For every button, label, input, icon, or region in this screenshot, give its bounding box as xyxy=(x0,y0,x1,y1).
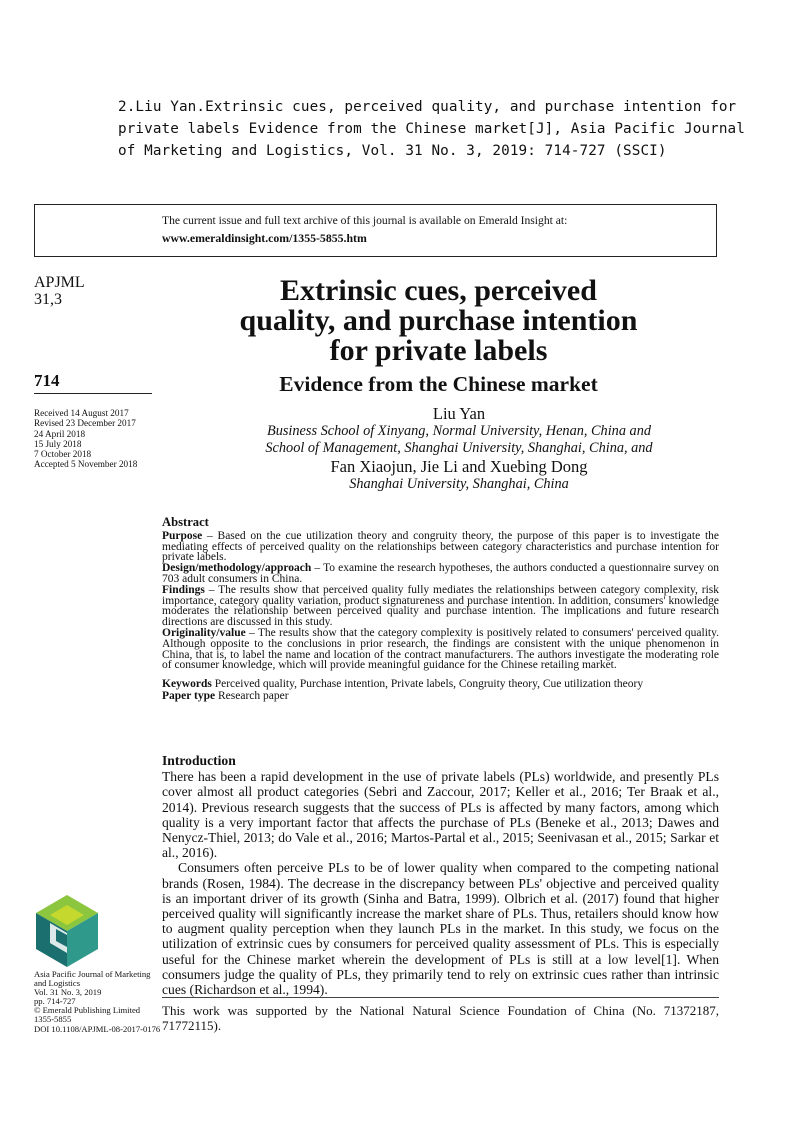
pubinfo-line: Vol. 31 No. 3, 2019 xyxy=(34,987,102,998)
date-line: Received 14 August 2017 xyxy=(34,408,129,418)
author-block xyxy=(160,404,758,493)
title-line: Extrinsic cues, perceived xyxy=(280,274,597,307)
pubinfo-line: DOI 10.1108/APJML-08-2017-0176 xyxy=(34,1023,161,1034)
title-line: quality, and purchase intention xyxy=(239,304,638,337)
keywords xyxy=(162,677,719,691)
pubinfo-line: pp. 714-727 xyxy=(34,996,76,1007)
affiliation-line: Shanghai University, Shanghai, China xyxy=(349,476,569,492)
findings-text: – The results show that perceived quality fully mediates the relationships between category complexity, risk importance, category quality variation, product signatureness and purchase intention. In addition, consumers' knowledge moderates the relationship between perceived quality and purchase intention. The implications and future research directions are discussed in this study. xyxy=(162,583,719,629)
title-line: for private labels xyxy=(329,334,548,367)
design-text: – To examine the research hypotheses, the authors conducted a questionnaire survey on 703 adult consumers in China. xyxy=(162,562,719,585)
journal-url-link[interactable]: www.emeraldinsight.com/1355-5855.htm xyxy=(162,231,367,245)
date-line: 15 July 2018 xyxy=(34,438,82,449)
intro-paragraph: Consumers often perceive PLs to be of lower quality when compared to the competing national brands (Rosen, 1984). The decrease in the discrepancy between PLs' objective and perceived quality is an important driver of its growth (Sinha and Batra, 1999). Olbrich et al. (2017) found that higher perceived quality will significantly increase the market share of PLs. Thus, retailers should know how to augment quality perception when they launch PLs in the market. In this study, we focus on the utilization of extrinsic cues by consumers for perceived quality assessment of PLs. This is especially useful for the Chinese market wherein the development of PLs is still at a low level[1]. When consumers judge the quality of PLs, they primarily tend to rely on extrinsic cues rather than intrinsic cues (Richardson et al., 1994). xyxy=(162,860,719,998)
abstract-originality xyxy=(162,628,719,671)
introduction-heading: Introduction xyxy=(162,753,236,768)
purpose-text: – Based on the cue utilization theory and congruity theory, the purpose of this paper is to investigate the mediating effects of perceived quality on the relationships between category characteristics and purchase intention for private labels. xyxy=(162,529,719,564)
citation-line: private labels Evidence from the Chinese market[J], Asia Pacific Journal xyxy=(118,121,745,137)
citation-line: 2.Liu Yan.Extrinsic cues, perceived quality, and purchase intention for xyxy=(118,99,737,115)
paper-type-label: Paper type xyxy=(162,690,216,703)
page-number: 714 xyxy=(34,371,60,390)
pubinfo-line: Asia Pacific Journal of Marketing xyxy=(34,969,151,979)
abstract-purpose xyxy=(162,531,719,563)
footnote-divider xyxy=(162,997,719,998)
pubinfo-line: 1355-5855 xyxy=(34,1014,72,1025)
paper-type xyxy=(162,691,719,702)
affiliation-line: Business School of Xinyang, Normal University, Henan, China and xyxy=(266,423,651,439)
pubinfo-line: © Emerald Publishing Limited xyxy=(34,1005,141,1016)
journal-volume: 31,3 xyxy=(34,291,62,308)
pubinfo-line: and Logistics xyxy=(34,978,81,989)
journal-notice-box xyxy=(34,204,717,257)
date-line: Revised 23 December 2017 xyxy=(34,418,136,429)
journal-abbrev xyxy=(34,274,85,308)
received-dates xyxy=(34,408,137,470)
article-title xyxy=(160,276,717,366)
affiliation-line: School of Management, Shanghai University, Shanghai, China, and xyxy=(265,440,653,456)
notice-text: The current issue and full text archive of this journal is available on Emerald Insight at: xyxy=(162,214,568,227)
author-names: Fan Xiaojun, Jie Li and Xuebing Dong xyxy=(330,457,588,476)
purpose-label: Purpose xyxy=(162,529,203,542)
sidebar-divider xyxy=(34,393,152,394)
originality-text: – The results show that the category complexity is positively related to consumers' perceived quality. Although opposite to the conclusions in prior research, the findings are consistent with the unique phenomenon in China, that is, to label the name and location of the contract manufacturers. The authors investigate the moderating role of consumer knowledge, which will provide meaningful guidance for the Chinese retailing market. xyxy=(162,626,719,672)
funding-footnote: This work was supported by the National Natural Science Foundation of China (No. 71372187, 71772115). xyxy=(162,1003,719,1033)
introduction-section xyxy=(162,753,719,997)
keywords-text: Perceived quality, Purchase intention, Private labels, Congruity theory, Cue utilization theory xyxy=(211,678,644,691)
date-line: 24 April 2018 xyxy=(34,428,86,439)
findings-label: Findings xyxy=(162,583,205,596)
citation-line: of Marketing and Logistics, Vol. 31 No. 3, 2019: 714-727 (SSCI) xyxy=(118,143,667,159)
article-subtitle: Evidence from the Chinese market xyxy=(279,372,598,396)
design-label: Design/methodology/approach xyxy=(162,562,312,575)
keywords-label: Keywords xyxy=(162,678,212,691)
paper-type-text: Research paper xyxy=(215,690,289,703)
abstract-findings xyxy=(162,585,719,628)
abstract-design xyxy=(162,563,719,585)
intro-paragraph: There has been a rapid development in the use of private labels (PLs) worldwide, and presently PLs cover almost all product categories (Sebri and Zaccour, 2017; Keller et al., 2016; Ter Braak et al., 2014). Previous research suggests that the success of PLs is affected by many factors, among which quality is a very important factor that affects the purchase of PLs (Beneke et al., 2013; Dawes and Nenycz-Thiel, 2013; do Vale et al., 2016; Martos-Partal et al., 2015; Seenivasan et al., 2015; Sarkar et al., 2016). xyxy=(162,769,719,861)
originality-label: Originality/value xyxy=(162,626,246,639)
author-name: Liu Yan xyxy=(432,404,486,423)
citation-block xyxy=(118,96,745,162)
date-line: Accepted 5 November 2018 xyxy=(34,459,138,470)
abstract-section xyxy=(162,517,719,702)
abstract-heading: Abstract xyxy=(162,515,209,529)
date-line: 7 October 2018 xyxy=(34,449,92,460)
emerald-logo-icon xyxy=(34,893,100,969)
journal-name: APJML xyxy=(34,274,85,291)
publication-info xyxy=(34,970,160,1034)
